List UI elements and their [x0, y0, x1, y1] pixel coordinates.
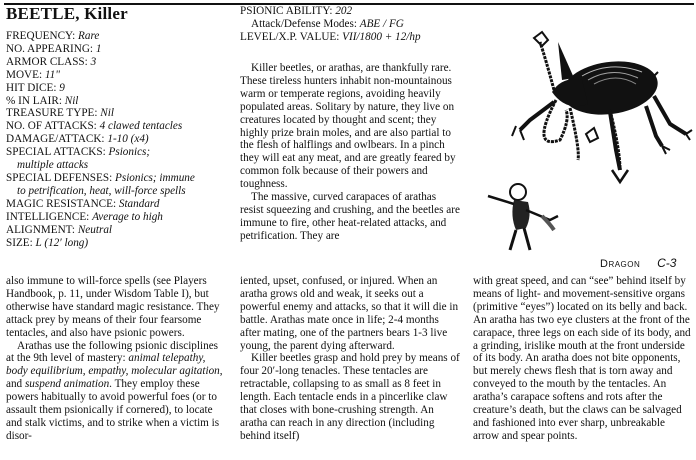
text-run: , and — [6, 365, 223, 391]
stat-hit-dice — [6, 82, 236, 95]
stat-value: VII/1800 + 12/hp — [342, 30, 421, 43]
paragraph: iented, upset, confused, or injured. When an aratha grows old and weak, it seeks out a powerful enemy and attacks, so that it will die in battle. Arathas mate once in life; 2-4 months after mating, one of the partners bears 1-3 live young, the parent dying afterward. — [240, 275, 459, 352]
stat-value: 1 — [95, 42, 102, 55]
stat-value: 9 — [59, 81, 65, 94]
stat-value: 3 — [90, 55, 97, 68]
page-title: BEETLE, Killer — [6, 4, 128, 23]
stat-label: Attack/Defense Modes: — [251, 17, 357, 30]
psionic-disciplines: animal telepathy, body equilibrium, empathy, molecular agitation — [6, 352, 220, 378]
stat-value-continuation: multiple attacks — [17, 159, 89, 172]
stat-label: TREASURE TYPE: — [6, 107, 98, 120]
stat-value: Neutral — [77, 223, 113, 236]
psionics-block — [240, 5, 462, 44]
psionic-ability — [240, 5, 462, 18]
killer-beetle-icon — [470, 20, 696, 252]
stat-label: HIT DICE: — [6, 81, 57, 94]
level-xp-value — [240, 31, 462, 44]
stat-value: 1-10 (x4) — [107, 133, 149, 146]
stat-label: SPECIAL DEFENSES: — [6, 171, 113, 184]
stat-move — [6, 69, 236, 82]
stat-block — [6, 30, 236, 249]
stat-label: SIZE: — [6, 236, 33, 249]
stat-label: NO. APPEARING: — [6, 42, 94, 55]
paragraph: Killer beetles, or arathas, are thankfully rare. These tireless hunters inhabit non-mountainous warm or temperate regions, avoiding heavily populated areas. Solitary by nature, they live on creatures located by thought and scent; they highly prize brain moles, and are also partial to the flesh of halflings and owlbears. In a pinch they will eat any meat, and are greatly feared by common folk because of their powers and toughness. — [240, 62, 456, 191]
body-column-3 — [473, 275, 693, 443]
stat-label: PSIONIC ABILITY: — [240, 5, 333, 17]
stat-label: ALIGNMENT: — [6, 223, 76, 236]
stat-value: Nil — [64, 94, 79, 107]
stat-value: 4 clawed tentacles — [99, 120, 183, 133]
stat-alignment — [6, 224, 236, 237]
magazine-name: Dragon — [600, 258, 641, 270]
paragraph — [6, 340, 228, 443]
beetle-illustration — [470, 20, 696, 252]
stat-label: FREQUENCY: — [6, 30, 76, 42]
page-footer — [600, 257, 676, 272]
stat-value-continuation: to petrification, heat, will-force spells — [17, 184, 186, 197]
body-column-2 — [240, 275, 462, 443]
stat-value: Average to high — [92, 210, 163, 223]
stat-value: ABE / FG — [359, 17, 404, 30]
text-run: Arathas use the following psionic disciplines at the 9th level of mastery: — [6, 339, 219, 365]
stat-magic-resistance — [6, 198, 236, 211]
stat-special-attacks — [6, 146, 236, 172]
stat-label: INTELLIGENCE: — [6, 210, 90, 223]
stat-special-defenses — [6, 172, 236, 198]
stat-label: LEVEL/X.P. VALUE: — [240, 30, 340, 43]
stat-value: L (12′ long) — [35, 236, 89, 249]
stat-label: % IN LAIR: — [6, 94, 62, 107]
attack-defense-modes — [240, 18, 462, 31]
stat-value: Psionics; immune — [115, 171, 195, 184]
paragraph: Killer beetles grasp and hold prey by means of four 20′-long tenacles. These tentacles are retractable, collapsing to as small as 8 feet in length. Each tentacle ends in a pincerlike claw that closes with bone-crushing strength. An aratha can reach in any direction (including behind itself) — [240, 352, 460, 442]
stat-value: Nil — [100, 107, 114, 120]
stat-size — [6, 237, 236, 250]
stat-label: MAGIC RESISTANCE: — [6, 197, 117, 210]
stat-value: Rare — [78, 30, 100, 42]
stat-no-appearing — [6, 43, 236, 56]
stat-value: Standard — [118, 197, 160, 210]
stat-treasure-type — [6, 107, 236, 120]
psionic-discipline: suspend animation — [24, 378, 110, 391]
stat-label: SPECIAL ATTACKS: — [6, 146, 106, 159]
page-number: C-3 — [657, 256, 677, 270]
stat-value: 11" — [44, 68, 60, 81]
stat-armor-class — [6, 56, 236, 69]
stat-value: Psionics; — [108, 146, 151, 159]
stat-frequency — [6, 30, 236, 43]
stat-no-of-attacks — [6, 120, 236, 133]
text-run: . They employ these powers habitually to avoid powerful foes (or to assault them psionically if cornered), to locate and stalk victims, and to strike when a victim is disor- — [6, 378, 220, 442]
stat-intelligence — [6, 211, 236, 224]
intro-text — [240, 62, 462, 243]
paragraph: also immune to will-force spells (see Players Handbook, p. 11, under Wisdom Table I), but otherwise have standard magic resistance. They attack prey by means of their four fearsome tentacles, and also have psionic powers. — [6, 275, 220, 339]
stat-label: NO. OF ATTACKS: — [6, 120, 97, 133]
stat-label: DAMAGE/ATTACK: — [6, 133, 105, 146]
body-column-1 — [6, 275, 228, 443]
stat-label: ARMOR CLASS: — [6, 55, 88, 68]
paragraph: with great speed, and can “see” behind itself by means of light- and movement-sensitive organs (primitive “eyes”) located on its belly and back. An aratha has two eye clusters at the front of the carapace, three legs on each side of its body, and a grinding, irislike mouth at the front underside of its body. An aratha does not bite opponents, but merely chews flesh that is torn away and conveyed to the mouth by the tentacles. An aratha’s carapace softens and rots after the creature’s death, but the claws can be salvaged and fashioned into ever sharp, unbreakable arrow and spear points. — [473, 275, 691, 442]
stat-damage-attack — [6, 133, 236, 146]
stat-in-lair — [6, 95, 236, 108]
stat-value: 202 — [335, 5, 353, 17]
stat-label: MOVE: — [6, 68, 43, 81]
paragraph: The massive, curved carapaces of arathas resist squeezing and crushing, and the beetles are immune to fire, other heat-related attacks, and petrification. They are — [240, 191, 460, 242]
